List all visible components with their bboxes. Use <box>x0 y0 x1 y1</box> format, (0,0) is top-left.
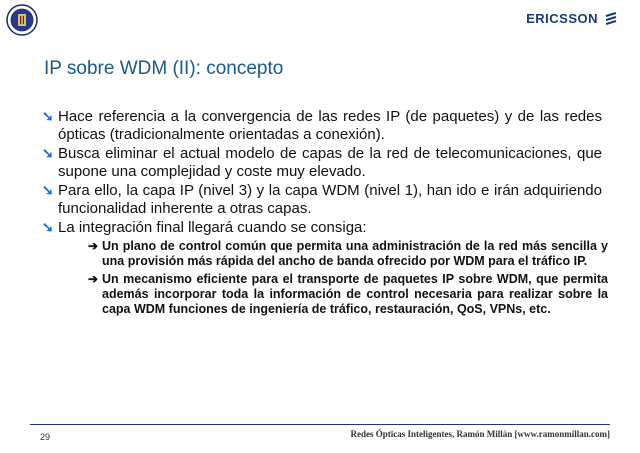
bullet-item <box>42 219 608 317</box>
bullet-text: Para ello, la capa IP (nivel 3) y la capa WDM (nivel 1), han ido e irán adquiriendo funcionalidad inherente a otras capas. <box>58 182 602 217</box>
bullet-text: Busca eliminar el actual modelo de capas de la red de telecomunicaciones, que supone una complejidad y coste muy elevado. <box>58 145 602 180</box>
diagonal-arrow-icon: ➘ <box>42 108 54 124</box>
page-number: 29 <box>40 432 51 442</box>
right-arrow-icon: ➔ <box>88 238 99 253</box>
diagonal-arrow-icon: ➘ <box>42 219 54 235</box>
bullet-text: La integración final llegará cuando se consiga: <box>58 219 367 236</box>
subbullet-item <box>88 272 608 317</box>
bullet-item <box>42 145 602 180</box>
bullet-list <box>42 108 608 320</box>
diagonal-arrow-icon: ➘ <box>42 182 54 198</box>
footer-divider <box>30 424 610 425</box>
slide-header <box>0 0 640 40</box>
university-seal-icon <box>6 4 38 36</box>
subbullet-text: Un plano de control común que permita una administración de la red más sencilla y una provisión más rápida del ancho de banda ofrecido por WDM para el tráfico IP. <box>102 238 608 268</box>
bullet-item <box>42 182 602 217</box>
bullet-text: Hace referencia a la convergencia de las redes IP (de paquetes) y de las redes ópticas (tradicionalmente orientadas a conexión). <box>58 108 602 143</box>
subbullet-list <box>88 239 608 317</box>
subbullet-text: Un mecanismo eficiente para el transporte de paquetes IP sobre WDM, que permita además incorporar toda la información de control necesaria para realizar sobre la capa WDM funciones de ingeniería de tráfico, restauración, QoS, VPNs, etc. <box>102 271 608 316</box>
footer-credit: Redes Ópticas Inteligentes, Ramón Millán [www.ramonmillan.com] <box>350 429 610 439</box>
right-arrow-icon: ➔ <box>88 271 99 286</box>
subbullet-item <box>88 239 608 269</box>
brand-name: ERICSSON <box>526 11 598 26</box>
ericsson-logo-icon <box>604 12 618 26</box>
ericsson-logo <box>526 11 618 26</box>
bullet-item <box>42 108 602 143</box>
diagonal-arrow-icon: ➘ <box>42 145 54 161</box>
slide-title: IP sobre WDM (II): concepto <box>44 58 284 79</box>
